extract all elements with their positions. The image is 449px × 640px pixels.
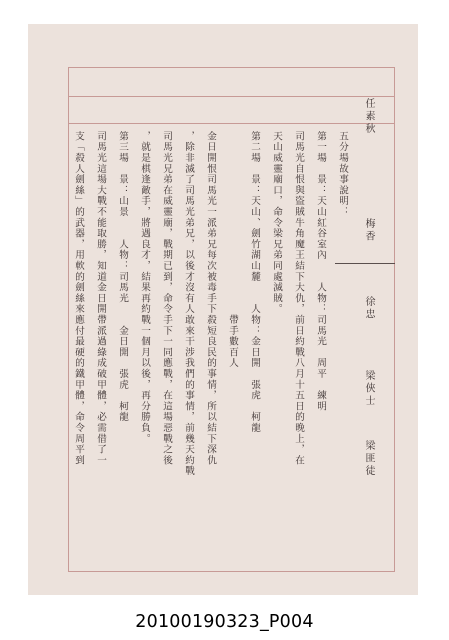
text-column: 第三場 景：山景 人物：司馬光 金日開 張虎 柯龍 (117, 131, 128, 423)
header-divider (68, 96, 395, 97)
text-column: 帶手數百人 (227, 131, 238, 369)
text-column: 第一場 景：天山紅谷室內 人物：司馬光 周平 練明 (315, 131, 326, 412)
text-column: 司馬光這場大戰不能取勝，知道金日開帶派過綠成破甲體，必需借了一 (95, 131, 106, 466)
text-column: ，就是棋逢敵手，將遇良才，結果再約戰一個月以後，再分勝負。 (139, 131, 150, 445)
author-divider (335, 263, 395, 264)
text-column: 五分場故事說明： (337, 131, 348, 218)
header-divider (68, 123, 395, 124)
text-column: 支「殺人劍絲」的武器，用軟的劍絲來應付最硬的鐵甲體，命令周平到 (73, 131, 84, 466)
header-author: 梁匪徒 (363, 440, 374, 478)
text-column: 司馬光兄弟在威靈廟，戰期已到，命令手下一同應戰，在這場惡戰之後 (161, 131, 172, 466)
text-column: ，除非滅了司馬光弟兄，以後才沒有人敢來干涉我們的事情，前幾天約戰 (183, 131, 194, 477)
header-author: 徐忠 (363, 296, 374, 321)
text-column: 天山威靈廟口，命令梁兄弟同處滅賊。 (271, 131, 282, 315)
text-column: 第二場 景：天山、劍竹湖山麓 人物：金日開 張虎 柯龍 (249, 131, 260, 434)
image-caption: 20100190323_P004 (135, 612, 314, 632)
text-column: 司馬光自恨與盜賊牛角魔王結下大仇，前日約戰八月十五日的晚上，在 (293, 131, 304, 466)
text-column: 金日開恨司馬光一派弟兄每次被毒手下殺短良民的事情，所以結下深仇 (205, 131, 216, 466)
header-author: 梁俠士 (363, 370, 374, 408)
header-title: 任素秋 (363, 98, 374, 136)
header-author: 梅香 (363, 218, 374, 243)
